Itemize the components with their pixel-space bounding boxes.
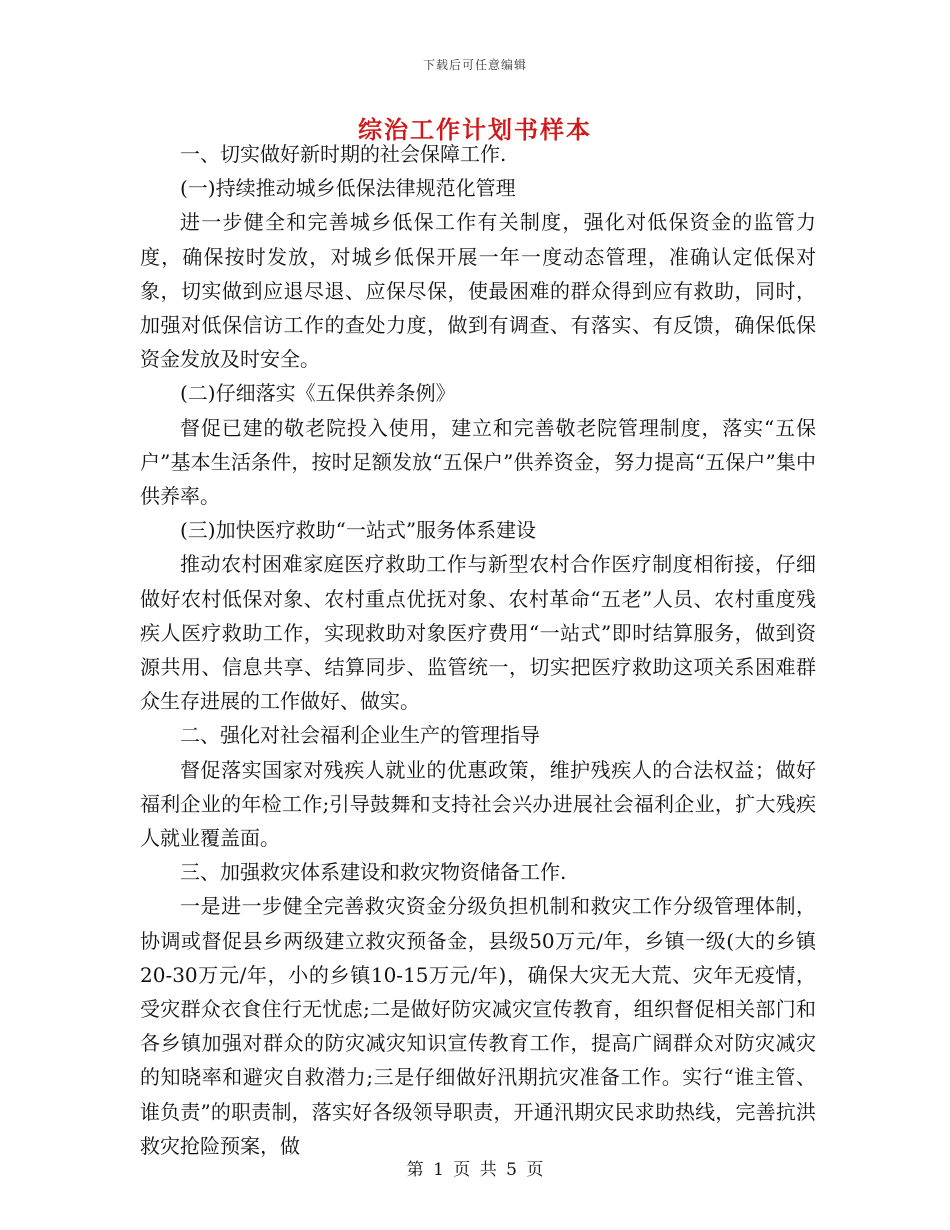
body-paragraph: 督促落实国家对残疾人就业的优惠政策，维护残疾人的合法权益；做好福利企业的年检工作;引导鼓舞和支持社会兴办进展社会福利企业，扩大残疾人就业覆盖面。	[140, 757, 816, 851]
document-body	[140, 137, 816, 1163]
body-paragraph: 一是进一步健全完善救灾资金分级负担机制和救灾工作分级管理体制，协调或督促县乡两级建立救灾预备金，县级50万元/年，乡镇一级(大的乡镇20-30万元/年，小的乡镇10-15万元/年)，确保大灾无大荒、灾年无疫情，受灾群众衣食住行无忧虑;二是做好防灾减灾宣传教育，组织督促相关部门和各乡镇加强对群众的防灾减灾知识宣传教育工作，提高广阔群众对防灾减灾的知晓率和避灾自救潜力;三是仔细做好汛期抗灾准备工作。实行“谁主管、谁负责”的职责制，落实好各级领导职责，开通汛期灾民求助热线，完善抗洪救灾抢险预案，做	[140, 894, 816, 1158]
body-paragraph: 推动农村困难家庭医疗救助工作与新型农村合作医疗制度相衔接，仔细做好农村低保对象、农村重点优抚对象、农村革命“五老”人员、农村重度残疾人医疗救助工作，实现救助对象医疗费用“一站式”即时结算服务，做到资源共用、信息共享、结算同步、监管统一，切实把医疗救助这项关系困难群众生存进展的工作做好、做实。	[140, 552, 816, 714]
document-title: 综治工作计划书样本	[358, 116, 592, 144]
subsection-heading-1-2: (二)仔细落实《五保供养条例》	[180, 381, 456, 406]
header-note: 下载后可任意编辑	[422, 58, 527, 72]
section-heading-3: 三、加强救灾体系建设和救灾物资储备工作.	[180, 860, 567, 885]
subsection-heading-1-3: (三)加快医疗救助“一站式”服务体系建设	[180, 518, 537, 543]
subsection-heading-1-1: (一)持续推动城乡低保法律规范化管理	[180, 176, 516, 201]
section-heading-1: 一、切实做好新时期的社会保障工作.	[180, 142, 507, 166]
body-paragraph: 进一步健全和完善城乡低保工作有关制度，强化对低保资金的监管力度，确保按时发放，对城乡低保开展一年一度动态管理，准确认定低保对象，切实做到应退尽退、应保尽保，使最困难的群众得到应有救助，同时，加强对低保信访工作的查处力度，做到有调查、有落实、有反馈，确保低保资金发放及时安全。	[140, 210, 816, 372]
body-paragraph: 督促已建的敬老院投入使用，建立和完善敬老院管理制度，落实“五保户”基本生活条件，按时足额发放“五保户”供养资金，努力提高“五保户”集中供养率。	[140, 415, 816, 509]
page-footer: 第 1 页 共 5 页	[406, 1160, 544, 1180]
section-heading-2: 二、强化对社会福利企业生产的管理指导	[180, 723, 540, 748]
